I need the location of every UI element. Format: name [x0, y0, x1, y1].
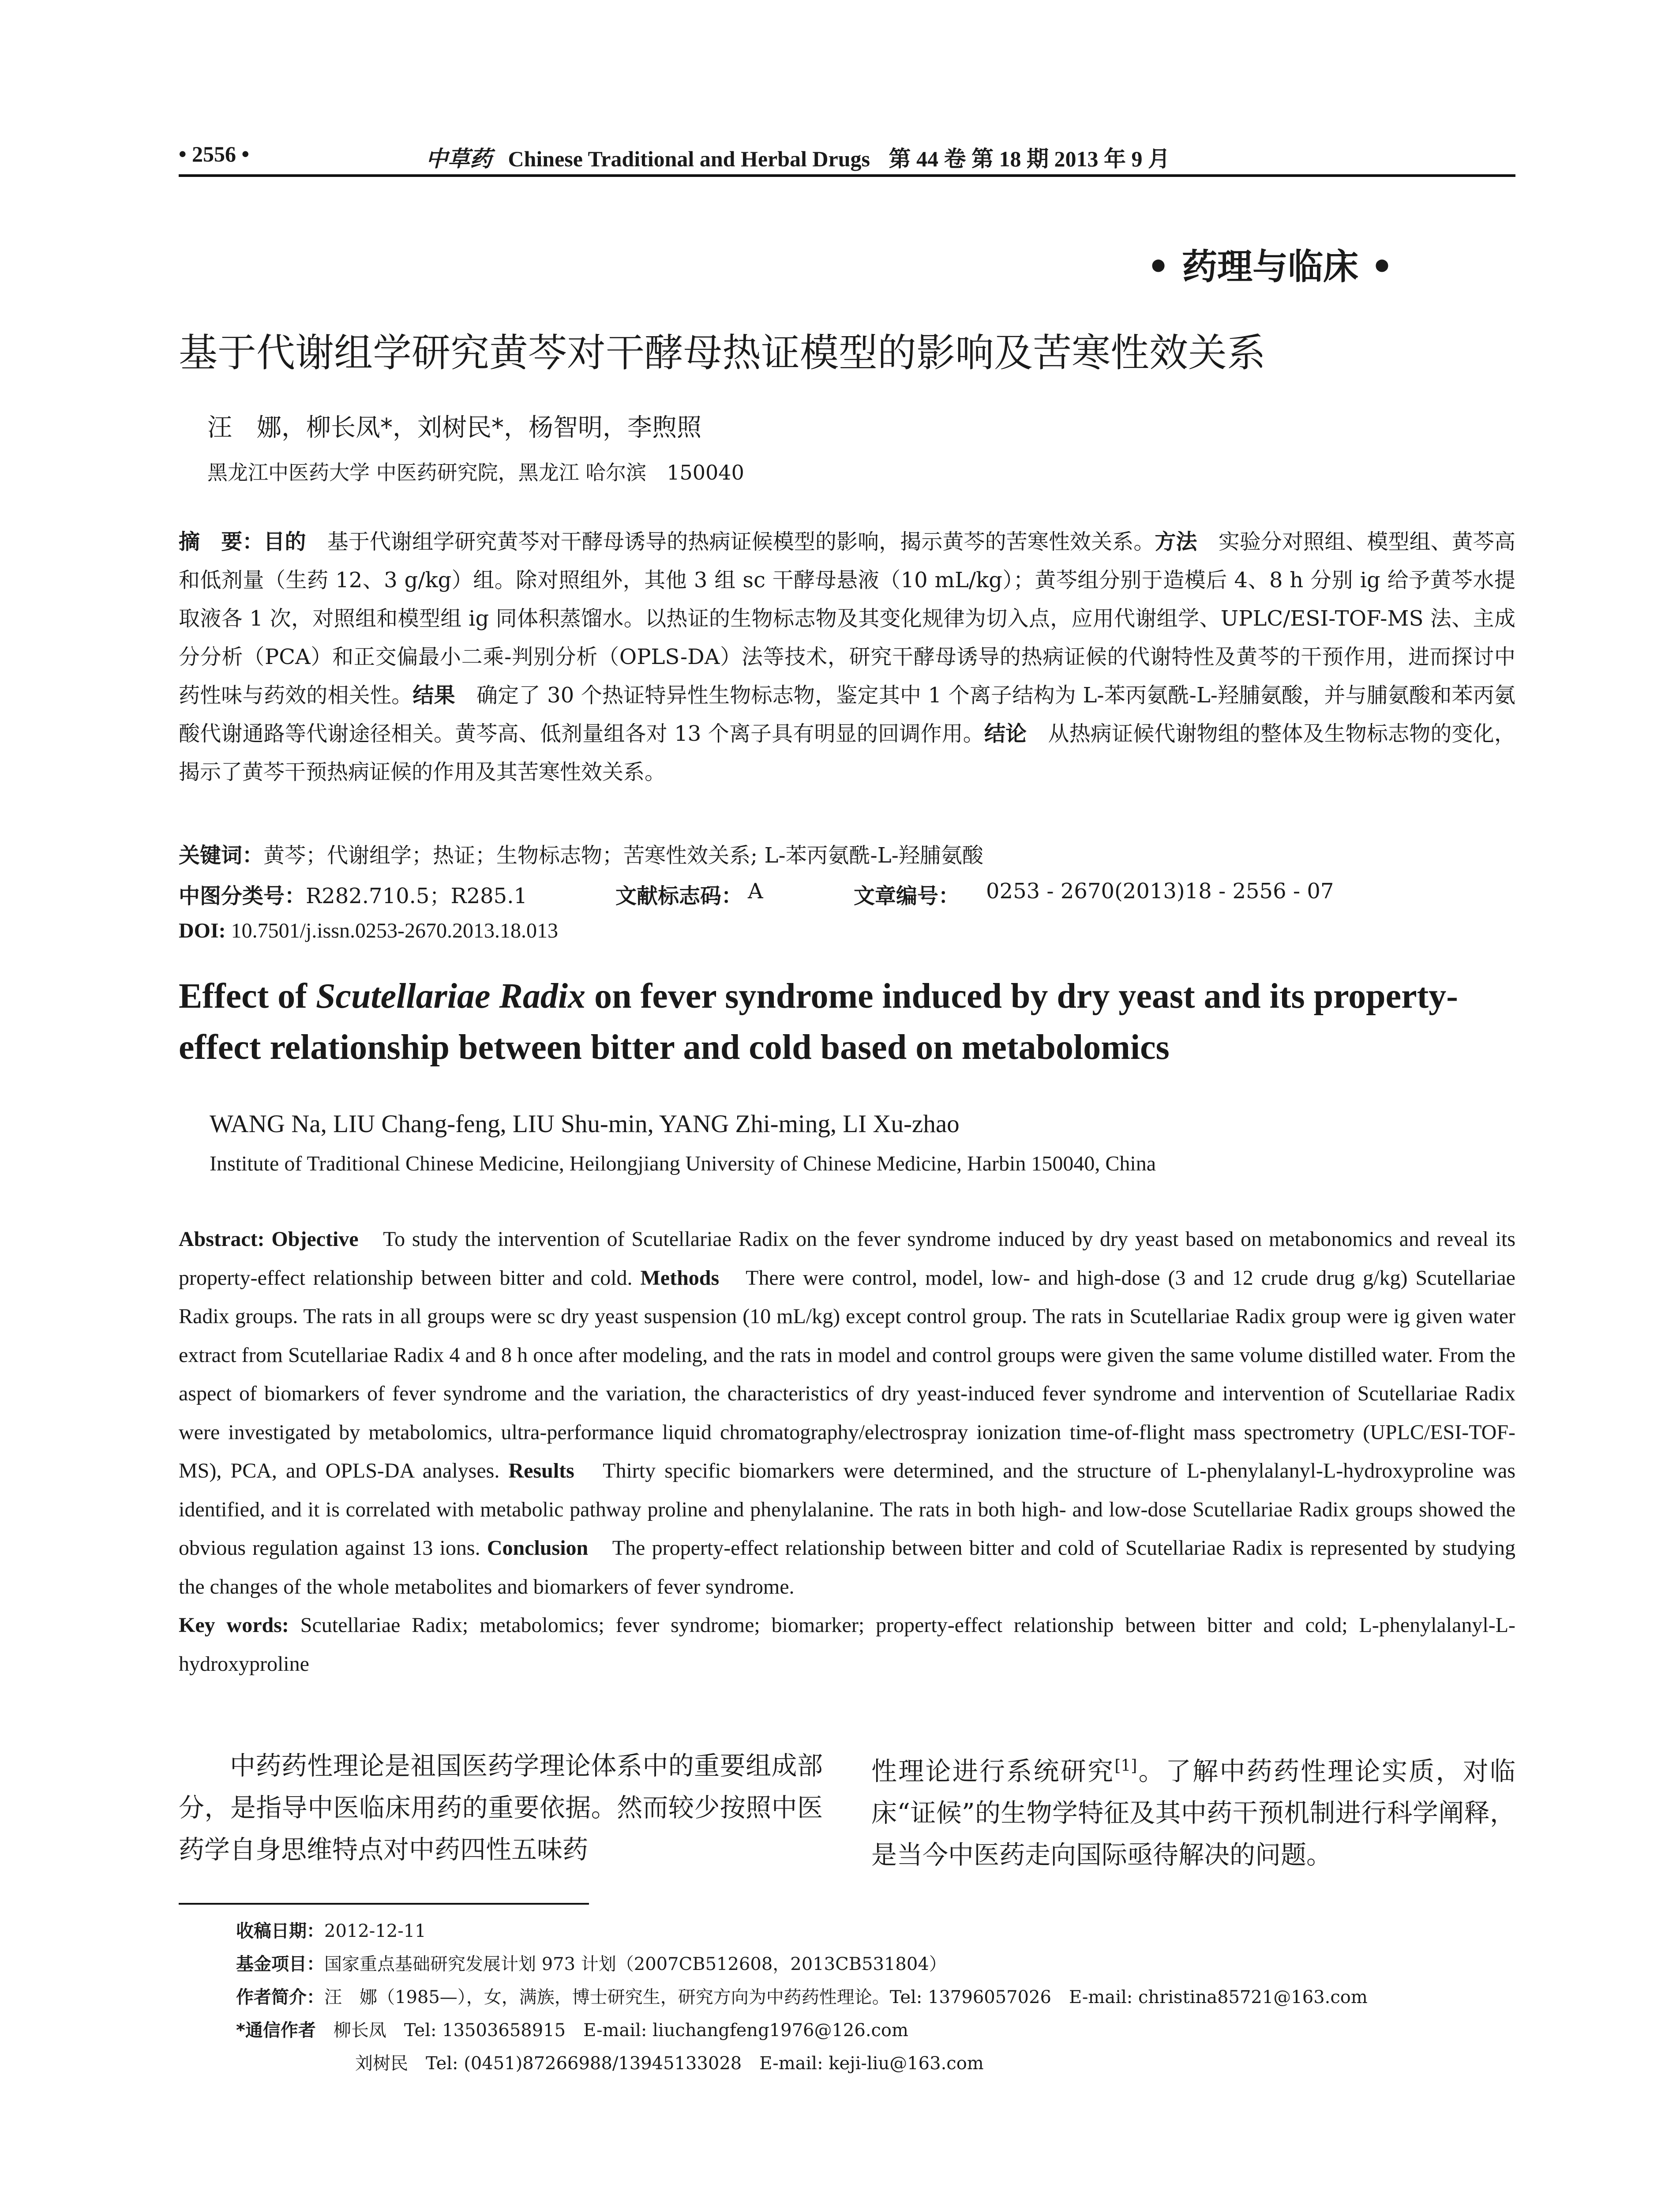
- keywords-cn: [179, 838, 983, 869]
- author-bio-text: 汪 娜（1985—），女，满族，博士研究生，研究方向为中药药性理论。Tel: 13796057026 E-mail: christina85721@163.com: [324, 1987, 1368, 2007]
- objective-cn-label: 目的: [263, 529, 306, 554]
- journal-name-en: Chinese Traditional and Herbal Drugs: [508, 146, 870, 171]
- title-en: [179, 971, 1515, 1073]
- footnote-corresponding-2: 刘树民 Tel: (0451)87266988/13945133028 E-mail: keji-liu@163.com: [355, 2053, 984, 2074]
- body-right-part2: 。了解中药药性理论实质，对临床“证候”的生物学特征及其中药干预机制进行科学阐释，是当今中医药走向国际亟待解决的问题。: [871, 1756, 1515, 1870]
- objective-cn: 基于代谢组学研究黄芩对干酵母诱导的热病证候模型的影响，揭示黄芩的苦寒性效关系。: [306, 529, 1155, 554]
- doc-code-label: 文献标志码：: [615, 884, 743, 908]
- classification-line: [179, 879, 1515, 909]
- page-number: • 2556 •: [179, 142, 250, 166]
- keywords-en-label: Key words:: [179, 1613, 289, 1637]
- authors-en: WANG Na, LIU Chang-feng, LIU Shu-min, YANG Zhi-ming, LI Xu-zhao: [210, 1110, 960, 1138]
- abstract-en-label: Abstract: Objective: [179, 1227, 359, 1251]
- doc-code-value: A: [748, 879, 763, 904]
- header-rule: [179, 174, 1515, 177]
- journal-name-cn: 中草药: [426, 146, 492, 171]
- clc-label: 中图分类号：: [179, 884, 306, 908]
- footnote-corresponding: [236, 2016, 908, 2041]
- objective-en: To study the intervention of Scutellariae Radix on the fever syndrome induced by dry yeast based on metabonomics and reveal its property-effect relationship between bitter and cold.: [179, 1227, 1515, 1290]
- article-number-value: 0253 - 2670(2013)18 - 2556 - 07: [986, 879, 1334, 904]
- fund-label: 基金项目：: [236, 1954, 324, 1974]
- title-en-part2: on fever syndrome induced by dry yeast and its property-effect relationship between bitter and cold based on metabolomics: [179, 977, 1458, 1067]
- doi-line: [179, 919, 558, 943]
- clc-value: R282.710.5；R285.1: [306, 884, 528, 908]
- methods-cn: 实验分对照组、模型组、黄芩高和低剂量（生药 12、3 g/kg）组。除对照组外，其他 3 组 sc 干酵母悬液（10 mL/kg）；黄芩组分别于造模后 4、8 h 分别 ig 给予黄芩水提取液各 1 次，对照组和模型组 ig 同体积蒸馏水。以热证的生物标志物及其变化规律为切入点，应用代谢组学、UPLC/ESI-TOF-MS 法、主成分分析（PCA）和正交偏最小二乘-判别分析（OPLS-DA）法等技术，研究干酵母诱导的热病证候的代谢特性及黄芩的干预作用，进而探讨中药性味与药效的相关性。: [179, 529, 1515, 708]
- title-cn: 基于代谢组学研究黄芩对干酵母热证模型的影响及苦寒性效关系: [179, 330, 1266, 375]
- citation-ref: [1]: [1114, 1757, 1137, 1775]
- results-cn: 确定了 30 个热证特异性生物标志物，鉴定其中 1 个离子结构为 L-苯丙氨酰-L-羟脯氨酸，并与脯氨酸和苯丙氨酸代谢通路等代谢途径相关。黄芩高、低剂量组各对 13 个离子具有明显的回调作用。: [179, 683, 1515, 746]
- keywords-cn-label: 关键词：: [179, 843, 264, 868]
- abstract-cn: [179, 523, 1515, 792]
- section-label: • 药理与临床 •: [1147, 246, 1393, 287]
- footnote-rule: [179, 1903, 589, 1905]
- fund-text: 国家重点基础研究发展计划 973 计划（2007CB512608，2013CB531804）: [324, 1954, 947, 1974]
- footnote-author-bio: [236, 1983, 1368, 2008]
- authors-cn: 汪 娜，柳长凤*，刘树民*，杨智明，李煦照: [207, 413, 701, 442]
- body-column-left: 中药药性理论是祖国医药学理论体系中的重要组成部分，是指导中医临床用药的重要依据。然而较少按照中医药学自身思维特点对中药四性五味药: [179, 1751, 823, 1865]
- doi-label: DOI:: [179, 919, 226, 942]
- footnote-received: [236, 1917, 426, 1942]
- results-en: Thirty specific biomarkers were determined, and the structure of L-phenylalanyl-L-hydroxyproline was identified, and it is correlated with metabolic pathway proline and phenylalanine. The rats in both high- and low-dose Scutellariae Radix groups showed the obvious regulation against 13 ions.: [179, 1459, 1516, 1560]
- corresponding-author-1: 柳长凤 Tel: 13503658915 E-mail: liuchangfeng1976@126.com: [315, 2020, 908, 2041]
- received-label: 收稿日期：: [236, 1921, 324, 1941]
- keywords-cn-text: 黄芩；代谢组学；热证；生物标志物；苦寒性效关系; L-苯丙氨酰-L-羟脯氨酸: [263, 843, 983, 868]
- footnote-fund: [236, 1950, 947, 1975]
- volume-issue: 第 44 卷 第 18 期 2013 年 9 月: [889, 146, 1170, 171]
- journal-name: [426, 141, 1170, 173]
- methods-cn-label: 方法: [1155, 529, 1197, 554]
- methods-en: There were control, model, low- and high-dose (3 and 12 crude drug g/kg) Scutellariae Radix groups. The rats in all groups were sc dry yeast suspension (10 mL/kg) except control group. The rats in Scutellariae Radix group were ig given water extract from Scutellariae Radix 4 and 8 h once after modeling, and the rats in model and control groups were given the same volume distilled water. From the aspect of biomarkers of fever syndrome and the variation, the characteristics of dry yeast-induced fever syndrome and intervention of Scutellariae Radix were investigated by metabolomics, ultra-performance liquid chromatography/electrospray ionization time-of-flight mass spectrometry (UPLC/ESI-TOF-MS), PCA, and OPLS-DA analyses.: [179, 1266, 1515, 1482]
- doi-value: 10.7501/j.issn.0253-2670.2013.18.013: [231, 919, 559, 942]
- author-bio-label: 作者简介：: [236, 1987, 324, 2007]
- abstract-en: [179, 1220, 1515, 1683]
- conclusion-cn-label: 结论: [984, 721, 1027, 746]
- received-date: 2012-12-11: [324, 1921, 426, 1941]
- article-number-label: 文章编号：: [854, 884, 960, 908]
- methods-en-label: Methods: [640, 1266, 720, 1290]
- title-en-part1: Effect of: [179, 977, 316, 1016]
- keywords-en-text: Scutellariae Radix; metabolomics; fever syndrome; biomarker; property-effect relationship between bitter and cold; L-phenylalanyl-L-hydroxyproline: [179, 1613, 1516, 1676]
- results-en-label: Results: [508, 1459, 574, 1482]
- conclusion-en-label: Conclusion: [487, 1536, 589, 1560]
- conclusion-cn: 从热病证候代谢物组的整体及生物标志物的变化，揭示了黄芩干预热病证候的作用及其苦寒性效关系。: [179, 721, 1515, 784]
- title-en-italic: Scutellariae Radix: [315, 977, 586, 1016]
- results-cn-label: 结果: [412, 683, 455, 708]
- affiliation-en: Institute of Traditional Chinese Medicine, Heilongjiang University of Chinese Medicine, Harbin 150040, China: [210, 1152, 1156, 1175]
- body-column-right: [871, 1745, 1515, 1876]
- body-right-part1: 性理论进行系统研究: [871, 1756, 1115, 1786]
- corresponding-label: *通信作者: [236, 2020, 316, 2041]
- affiliation-cn: 黑龙江中医药大学 中医药研究院，黑龙江 哈尔滨 150040: [207, 461, 744, 484]
- abstract-cn-label: 摘 要：: [179, 529, 264, 554]
- conclusion-en: The property-effect relationship between bitter and cold of Scutellariae Radix is represented by studying the changes of the whole metabolites and biomarkers of fever syndrome.: [179, 1536, 1516, 1598]
